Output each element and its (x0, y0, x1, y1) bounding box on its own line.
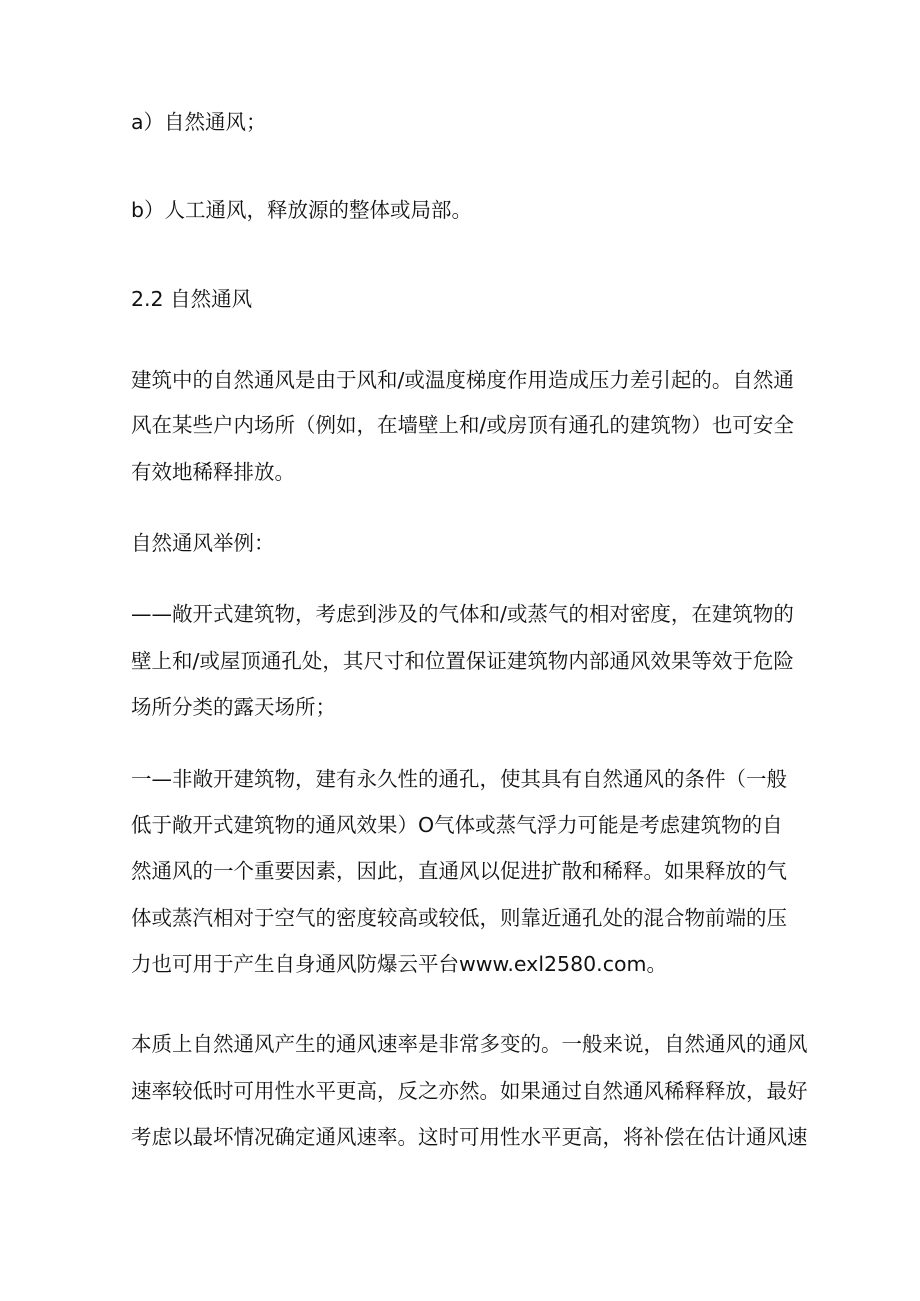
list-item-a: a）自然通风； (131, 110, 267, 134)
paragraph-line: 考虑以最坏情况确定通风速率。这时可用性水平更高，将补偿在估计通风速 (131, 1125, 808, 1149)
example-line: 壁上和/或屋顶通孔处，其尺寸和位置保证建筑物内部通风效果等效于危险 (131, 649, 794, 673)
paragraph-line: 速率较低时可用性水平更高，反之亦然。如果通过自然通风稀释释放，最好 (131, 1079, 808, 1103)
example-line: 然通风的一个重要因素，因此，直通风以促进扩散和稀释。如果释放的气 (131, 859, 787, 883)
section-heading: 2.2 自然通风 (131, 287, 253, 311)
example-line: 体或蒸汽相对于空气的密度较高或较低，则靠近通孔处的混合物前端的压 (131, 906, 787, 930)
example-line: ——敞开式建筑物，考虑到涉及的气体和/或蒸气的相对密度，在建筑物的 (131, 602, 794, 626)
example-line: 低于敞开式建筑物的通风效果）O气体或蒸气浮力可能是考虑建筑物的自 (131, 813, 783, 837)
list-item-b: b）人工通风，释放源的整体或局部。 (131, 198, 473, 222)
paragraph-line: 有效地稀释排放。 (131, 460, 295, 484)
example-line: 力也可用于产生自身通风防爆云平台www.exl2580.com。 (131, 952, 667, 976)
paragraph-line: 本质上自然通风产生的通风速率是非常多变的。一般来说，自然通风的通风 (131, 1032, 808, 1056)
paragraph-line: 风在某些户内场所（例如，在墙壁上和/或房顶有通孔的建筑物）也可安全 (131, 413, 794, 437)
examples-heading: 自然通风举例： (131, 531, 275, 555)
example-line: 一—非敞开建筑物，建有永久性的通孔，使其具有自然通风的条件（一般 (131, 767, 787, 791)
example-line: 场所分类的露天场所； (131, 695, 336, 719)
paragraph-line: 建筑中的自然通风是由于风和/或温度梯度作用造成压力差引起的。自然通 (131, 368, 794, 392)
